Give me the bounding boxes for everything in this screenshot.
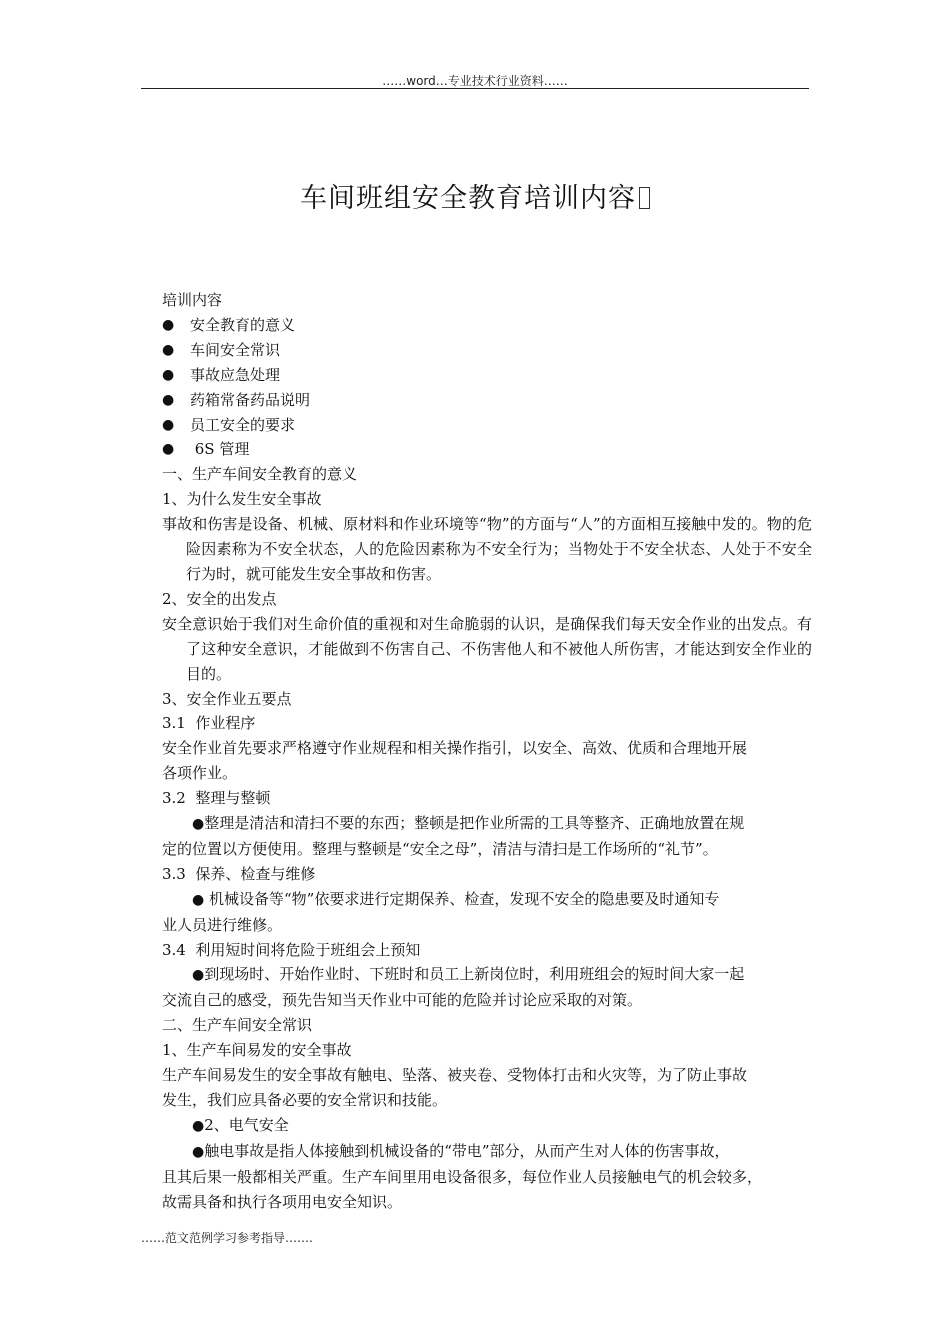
paragraph-line: 定的位置以方便使用。整理与整顿是“安全之母”，清洁与清扫是工作场所的“礼节”。 bbox=[162, 839, 718, 858]
paragraph-line: 故需具备和执行各项用电安全知识。 bbox=[162, 1192, 403, 1211]
paragraph-text: 机械设备等“物”依要求进行定期保养、检查，发现不安全的隐患要及时通知专 bbox=[204, 889, 720, 908]
paragraph-text: 到现场时、开始作业时、下班时和员工上新岗位时，利用班组会的短时间大家一起 bbox=[204, 965, 745, 984]
title-text: 车间班组安全教育培训内容 bbox=[300, 183, 636, 214]
subsection-heading: 3、安全作业五要点 bbox=[162, 689, 292, 708]
toc-item bbox=[162, 388, 812, 413]
page-header: ……word…专业技术行业资料…… bbox=[382, 74, 568, 88]
bullet-icon: ● bbox=[162, 366, 175, 383]
bullet-icon: ● bbox=[192, 1117, 205, 1134]
toc-item-label: 车间安全常识 bbox=[190, 340, 281, 359]
subsection-heading: 1、为什么发生安全事故 bbox=[162, 490, 322, 509]
subsection-heading: 3.1 作业程序 bbox=[162, 714, 256, 733]
toc-item-label: 安全教育的意义 bbox=[190, 315, 296, 334]
paragraph-line: 各项作业。 bbox=[162, 764, 238, 783]
bullet-icon: ● bbox=[162, 391, 175, 408]
subsection-heading: 3.3 保养、检查与维修 bbox=[162, 864, 316, 883]
paragraph-text: 整理是清洁和清扫不要的东西；整顿是把作业所需的工具等整齐、正确地放置在规 bbox=[204, 814, 745, 833]
bullet-paragraph-line bbox=[162, 962, 812, 988]
bullet-icon: ● bbox=[192, 816, 205, 833]
subsection-heading: 3.2 整理与整顿 bbox=[162, 789, 271, 808]
bullet-icon: ● bbox=[162, 416, 175, 433]
paragraph-line: 业人员进行维修。 bbox=[162, 915, 283, 934]
page-footer: ……范文范例学习参考指导……. bbox=[141, 1231, 313, 1245]
bullet-icon: ● bbox=[192, 967, 205, 984]
toc-item bbox=[162, 363, 812, 388]
bullet-icon: ● bbox=[192, 1143, 205, 1160]
bullet-icon: ● bbox=[162, 341, 175, 358]
toc-item bbox=[162, 437, 812, 462]
paragraph-line: 安全作业首先要求严格遵守作业规程和相关操作指引，以安全、高效、优质和合理地开展 bbox=[162, 739, 748, 758]
paragraph-text: 触电事故是指人体接触到机械设备的“带电”部分，从而产生对人体的伤害事故， bbox=[204, 1141, 730, 1160]
subsection-heading: 3.4 利用短时间将危险于班组会上预知 bbox=[162, 940, 421, 959]
subsection-heading: 2、安全的出发点 bbox=[162, 589, 277, 608]
toc-heading: 培训内容 bbox=[162, 291, 223, 309]
toc-item bbox=[162, 338, 812, 363]
bullet-paragraph-line bbox=[162, 1139, 812, 1165]
toc-item-label: 事故应急处理 bbox=[190, 365, 281, 384]
section-heading: 二、生产车间安全常识 bbox=[162, 1016, 313, 1035]
paragraph: 安全意识始于我们对生命价值的重视和对生命脆弱的认识，是确保我们每天安全作业的出发点。有了这种安全意识，才能做到不伤害自己、不伤害他人和不被他人所伤害，才能达到安全作业的目的。 bbox=[162, 614, 812, 683]
missing-glyph-icon bbox=[639, 187, 650, 209]
toc-item-label: 员工安全的要求 bbox=[190, 415, 296, 434]
header-divider bbox=[141, 88, 809, 89]
toc-item-label: 药箱常备药品说明 bbox=[190, 390, 311, 409]
subsection-heading: 1、生产车间易发的安全事故 bbox=[162, 1041, 352, 1060]
paragraph-line: 且其后果一般都相关严重。生产车间里用电设备很多，每位作业人员接触电气的机会较多， bbox=[162, 1167, 763, 1186]
toc-item bbox=[162, 413, 812, 438]
subsection-heading: 2、电气安全 bbox=[204, 1115, 289, 1134]
paragraph-line: 发生，我们应具备必要的安全常识和技能。 bbox=[162, 1091, 448, 1109]
document-title bbox=[0, 176, 950, 215]
bullet-icon: ● bbox=[162, 441, 175, 458]
bullet-icon: ● bbox=[162, 316, 175, 333]
toc-item-label: 6S 管理 bbox=[190, 440, 250, 459]
bullet-heading bbox=[162, 1113, 812, 1139]
paragraph: 事故和伤害是设备、机械、原材料和作业环境等“物”的方面与“人”的方面相互接触中发的。物的危险因素称为不安全状态，人的危险因素称为不安全行为；当物处于不安全状态、人处于不安全行为时，就可能发生安全事故和伤害。 bbox=[162, 515, 812, 583]
paragraph-line: 交流自己的感受，预先告知当天作业中可能的危险并讨论应采取的对策。 bbox=[162, 991, 643, 1010]
paragraph-line: 生产车间易发生的安全事故有触电、坠落、被夹卷、受物体打击和火灾等，为了防止事故 bbox=[162, 1066, 748, 1085]
document-body bbox=[162, 288, 812, 1215]
bullet-icon: ● bbox=[192, 891, 205, 908]
bullet-paragraph-line bbox=[162, 811, 812, 837]
section-heading: 一、生产车间安全教育的意义 bbox=[162, 465, 358, 484]
toc-item bbox=[162, 313, 812, 338]
bullet-paragraph-line bbox=[162, 887, 812, 913]
